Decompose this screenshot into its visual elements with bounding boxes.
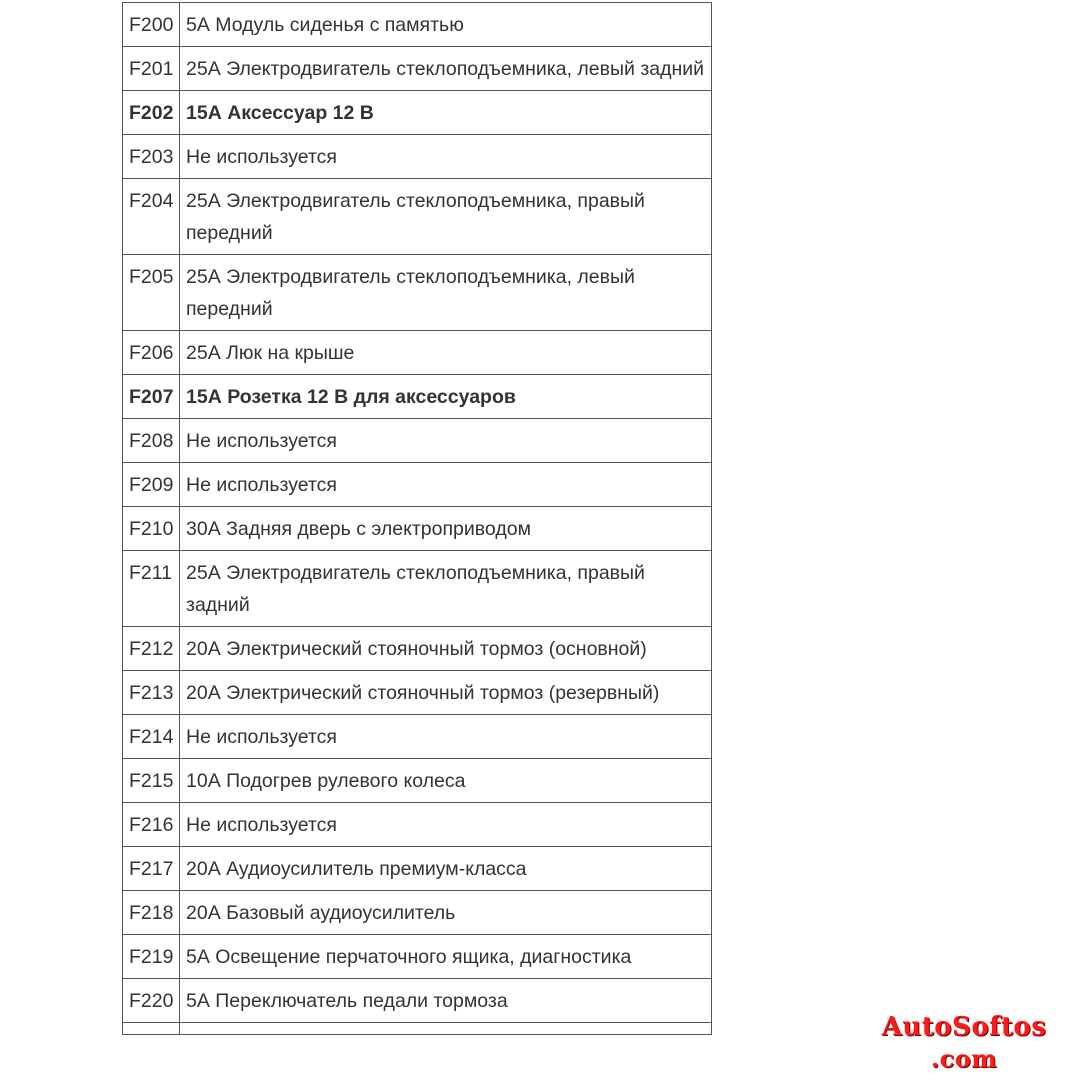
fuse-description-cell: 30А Задняя дверь с электроприводом bbox=[180, 507, 712, 551]
fuse-code-cell: F213 bbox=[123, 671, 180, 715]
fuse-code-cell: F209 bbox=[123, 463, 180, 507]
fuse-code-cell: F202 bbox=[123, 91, 180, 135]
fuse-description-cell: 25А Электродвигатель стеклоподъемника, левый передний bbox=[180, 255, 712, 331]
table-row bbox=[123, 551, 712, 627]
fuse-description-cell: 5А Модуль сиденья с памятью bbox=[180, 3, 712, 47]
fuse-code-cell: F208 bbox=[123, 419, 180, 463]
table-row bbox=[123, 255, 712, 331]
fuse-code-cell: F204 bbox=[123, 179, 180, 255]
fuse-code-cell: F215 bbox=[123, 759, 180, 803]
fuse-description-cell: Не используется bbox=[180, 803, 712, 847]
fuse-description-cell: 20А Аудиоусилитель премиум-класса bbox=[180, 847, 712, 891]
table-row bbox=[123, 135, 712, 179]
fuse-table bbox=[122, 2, 712, 1035]
fuse-code-cell: F214 bbox=[123, 715, 180, 759]
fuse-code-cell bbox=[123, 1023, 180, 1035]
fuse-description-cell: 5А Освещение перчаточного ящика, диагностика bbox=[180, 935, 712, 979]
fuse-description-cell: 20А Базовый аудиоусилитель bbox=[180, 891, 712, 935]
fuse-code-cell: F216 bbox=[123, 803, 180, 847]
watermark-line-1: AutoSoftos bbox=[881, 1012, 1047, 1042]
fuse-code-cell: F212 bbox=[123, 627, 180, 671]
fuse-description-cell: 15А Аксессуар 12 В bbox=[180, 91, 712, 135]
table-row bbox=[123, 419, 712, 463]
fuse-description-cell: Не используется bbox=[180, 463, 712, 507]
fuse-code-cell: F206 bbox=[123, 331, 180, 375]
fuse-code-cell: F217 bbox=[123, 847, 180, 891]
fuse-description-cell bbox=[180, 1023, 712, 1035]
fuse-description-cell: Не используется bbox=[180, 135, 712, 179]
watermark-logo bbox=[868, 1012, 1060, 1074]
table-row bbox=[123, 715, 712, 759]
table-row bbox=[123, 847, 712, 891]
fuse-description-cell: Не используется bbox=[180, 419, 712, 463]
table-row bbox=[123, 331, 712, 375]
table-row bbox=[123, 3, 712, 47]
table-row bbox=[123, 627, 712, 671]
table-row bbox=[123, 803, 712, 847]
fuse-code-cell: F211 bbox=[123, 551, 180, 627]
table-row bbox=[123, 671, 712, 715]
fuse-description-cell: 25А Электродвигатель стеклоподъемника, левый задний bbox=[180, 47, 712, 91]
table-row bbox=[123, 179, 712, 255]
fuse-description-cell: 25А Электродвигатель стеклоподъемника, правый передний bbox=[180, 179, 712, 255]
fuse-description-cell: 20А Электрический стояночный тормоз (основной) bbox=[180, 627, 712, 671]
fuse-code-cell: F207 bbox=[123, 375, 180, 419]
table-row bbox=[123, 91, 712, 135]
fuse-code-cell: F220 bbox=[123, 979, 180, 1023]
fuse-description-cell: 25А Электродвигатель стеклоподъемника, правый задний bbox=[180, 551, 712, 627]
table-row bbox=[123, 935, 712, 979]
fuse-description-cell: Не используется bbox=[180, 715, 712, 759]
watermark-line-2: .com bbox=[930, 1044, 998, 1073]
fuse-description-cell: 20А Электрический стояночный тормоз (резервный) bbox=[180, 671, 712, 715]
table-row bbox=[123, 979, 712, 1023]
fuse-table-body bbox=[123, 3, 712, 1035]
fuse-description-cell: 15А Розетка 12 В для аксессуаров bbox=[180, 375, 712, 419]
fuse-code-cell: F218 bbox=[123, 891, 180, 935]
table-row bbox=[123, 507, 712, 551]
fuse-code-cell: F205 bbox=[123, 255, 180, 331]
fuse-description-cell: 5А Переключатель педали тормоза bbox=[180, 979, 712, 1023]
fuse-code-cell: F203 bbox=[123, 135, 180, 179]
fuse-code-cell: F210 bbox=[123, 507, 180, 551]
table-row bbox=[123, 759, 712, 803]
table-row bbox=[123, 463, 712, 507]
fuse-description-cell: 25А Люк на крыше bbox=[180, 331, 712, 375]
fuse-description-cell: 10А Подогрев рулевого колеса bbox=[180, 759, 712, 803]
fuse-code-cell: F201 bbox=[123, 47, 180, 91]
table-row bbox=[123, 891, 712, 935]
fuse-code-cell: F200 bbox=[123, 3, 180, 47]
fuse-code-cell: F219 bbox=[123, 935, 180, 979]
table-row bbox=[123, 1023, 712, 1035]
table-row bbox=[123, 47, 712, 91]
table-row bbox=[123, 375, 712, 419]
